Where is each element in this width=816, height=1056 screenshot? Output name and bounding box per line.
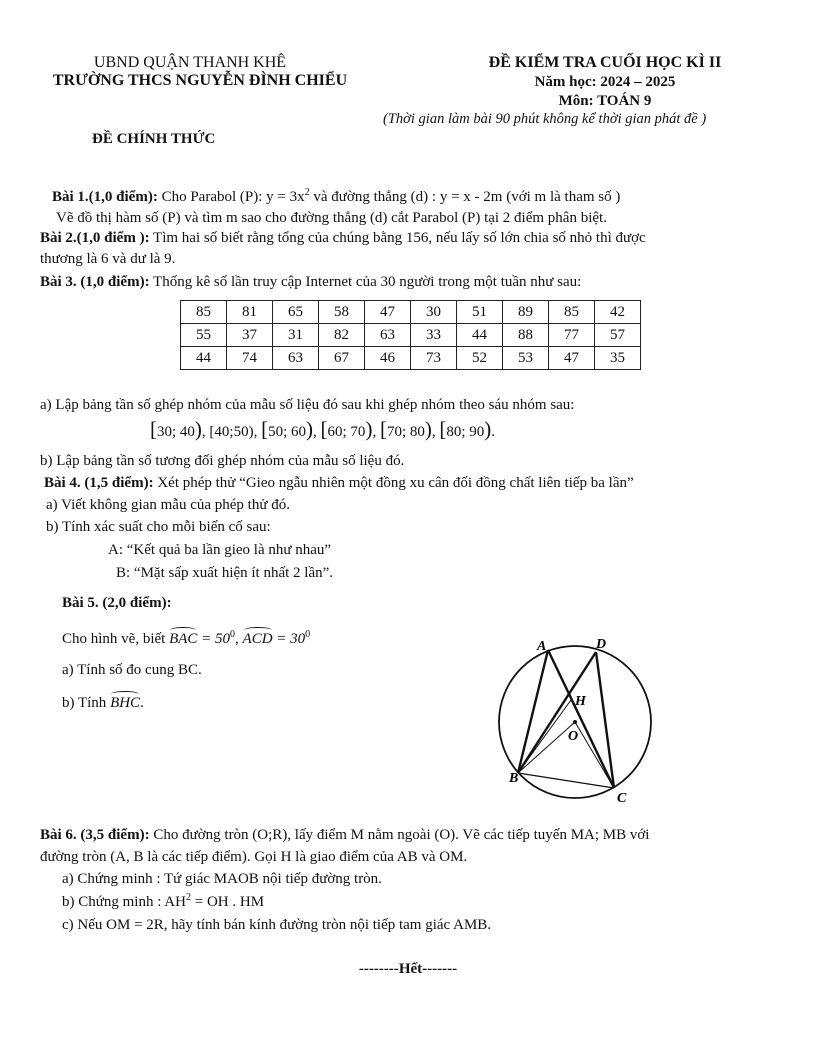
bai2-title: Bài 2.(1,0 điểm ): <box>40 230 150 246</box>
bai4-event-a: A: “Kết quả ba lần gieo là như nhau” <box>108 542 332 558</box>
exam-title: ĐỀ KIỂM TRA CUỐI HỌC KÌ II <box>488 54 722 71</box>
bai1-title: Bài 1.(1,0 điểm): <box>52 189 158 205</box>
bai6-part-a: a) Chứng minh : Tứ giác MAOB nội tiếp đường tròn. <box>62 871 382 887</box>
bai5-part-b-end: . <box>140 695 144 711</box>
district-name: UBND QUẬN THANH KHÊ <box>93 54 287 71</box>
table-cell: 74 <box>227 347 273 370</box>
bai5-given <box>62 630 310 648</box>
label-o: O <box>568 729 579 744</box>
table-cell: 52 <box>457 347 503 370</box>
table-cell: 65 <box>273 301 319 324</box>
bai5-part-a: a) Tính số đo cung BC. <box>62 662 202 678</box>
table-cell: 77 <box>549 324 595 347</box>
bai4-intro: Xét phép thử “Gieo ngẫu nhiên một đồng xu cân đối đồng chất liên tiếp ba lần” <box>153 475 634 491</box>
group-2: 40;50 <box>214 424 249 440</box>
bai4-title: Bài 4. (1,5 điểm): <box>44 475 154 491</box>
bai6-part-b <box>62 893 264 911</box>
bai3-data-table <box>180 300 641 370</box>
bai4-line1 <box>44 474 634 492</box>
angle-acd: ACD <box>242 631 273 647</box>
center-point <box>573 720 577 724</box>
bai1-line1 <box>52 188 620 206</box>
bai3-line1 <box>40 273 581 291</box>
table-cell: 82 <box>319 324 365 347</box>
bai1-text-a: Cho Parabol (P): y = 3x <box>157 189 305 205</box>
bai6-text: Cho đường tròn (O;R), lấy điểm M nằm ngoài (O). Vẽ các tiếp tuyến MA; MB với <box>149 827 650 843</box>
bai3-intro: Thống kê số lần truy cập Internet của 30 người trong một tuần như sau: <box>149 274 582 290</box>
table-cell: 47 <box>549 347 595 370</box>
table-cell: 67 <box>319 347 365 370</box>
end-marker: --------Hết------- <box>358 961 458 977</box>
official-label: ĐỀ CHÍNH THỨC <box>92 131 216 147</box>
circle-figure <box>490 630 680 810</box>
duration-note: (Thời gian làm bài 90 phút không kể thời gian phát đề ) <box>383 111 707 127</box>
group-6: 80; 90 <box>446 424 485 440</box>
school-name: TRƯỜNG THCS NGUYỄN ĐÌNH CHIỂU <box>52 72 348 89</box>
table-cell: 53 <box>503 347 549 370</box>
table-cell: 81 <box>227 301 273 324</box>
label-d: D <box>596 637 607 652</box>
bai6-exponent: 2 <box>185 892 191 903</box>
table-cell: 46 <box>365 347 411 370</box>
table-cell: 51 <box>457 301 503 324</box>
table-cell: 42 <box>595 301 641 324</box>
bai4-part-b: b) Tính xác suất cho mỗi biến cố sau: <box>46 519 271 535</box>
bai3-part-a: a) Lập bảng tần số ghép nhóm của mẫu số liệu đó sau khi ghép nhóm theo sáu nhóm sau: <box>40 397 575 413</box>
table-cell: 63 <box>273 347 319 370</box>
bai5-part-b-text: b) Tính <box>62 695 111 711</box>
bai5-title: Bài 5. (2,0 điểm): <box>62 595 172 611</box>
table-cell: 88 <box>503 324 549 347</box>
table-row <box>181 301 641 324</box>
bai3-groups: [30; 40), [40;50), [50; 60), [60; 70), [70; 80), [80; 90). <box>150 417 496 441</box>
group-3: 50; 60 <box>268 424 307 440</box>
table-cell: 73 <box>411 347 457 370</box>
bai2-text: Tìm hai số biết rằng tổng của chúng bằng 156, nếu lấy số lớn chia số nhỏ thì được <box>149 230 646 246</box>
group-1: 30; 40 <box>157 424 195 440</box>
label-h: H <box>575 694 586 709</box>
table-cell: 35 <box>595 347 641 370</box>
table-cell: 37 <box>227 324 273 347</box>
bai6-part-b-text: b) Chứng minh : AH <box>62 894 186 910</box>
bai1-line2: Vẽ đồ thị hàm số (P) và tìm m sao cho đường thẳng (d) cắt Parabol (P) tại 2 điểm phân biệt. <box>56 210 607 226</box>
label-a: A <box>537 639 547 654</box>
group-5: 70; 80 <box>386 424 425 440</box>
degree-1: 0 <box>230 629 236 640</box>
bai5-part-b <box>62 694 144 712</box>
table-cell: 44 <box>457 324 503 347</box>
bai3-title: Bài 3. (1,0 điểm): <box>40 274 150 290</box>
bai4-event-b: B: “Mặt sấp xuất hiện ít nhất 2 lần”. <box>116 565 334 581</box>
angle-bac: BAC <box>169 631 198 647</box>
bai1-exponent: 2 <box>304 187 310 198</box>
table-cell: 31 <box>273 324 319 347</box>
table-cell: 30 <box>411 301 457 324</box>
table-cell: 85 <box>181 301 227 324</box>
bai6-title: Bài 6. (3,5 điểm): <box>40 827 150 843</box>
table-cell: 58 <box>319 301 365 324</box>
table-cell: 44 <box>181 347 227 370</box>
bai2-line1 <box>40 229 646 247</box>
bai1-text-b: và đường thẳng (d) : y = x - 2m (với m là tham số ) <box>309 189 621 205</box>
table-cell: 89 <box>503 301 549 324</box>
subject: Môn: TOÁN 9 <box>558 93 652 109</box>
bai6-part-b-end: = OH . HM <box>190 894 265 910</box>
table-cell: 47 <box>365 301 411 324</box>
table-cell: 55 <box>181 324 227 347</box>
given-separator: , <box>235 631 243 647</box>
angle-bhc: BHC <box>110 695 141 711</box>
label-b: B <box>509 771 519 786</box>
bai6-line1 <box>40 826 649 844</box>
table-cell: 57 <box>595 324 641 347</box>
bai5-given-text: Cho hình vẽ, biết <box>62 631 170 647</box>
table-cell: 63 <box>365 324 411 347</box>
school-year: Năm học: 2024 – 2025 <box>534 74 676 90</box>
segment-oc <box>575 722 614 788</box>
table-cell: 85 <box>549 301 595 324</box>
degree-2: 0 <box>305 629 311 640</box>
bai4-part-a: a) Viết không gian mẫu của phép thử đó. <box>46 497 290 513</box>
segment-ab <box>518 650 548 773</box>
bai6-part-c: c) Nếu OM = 2R, hãy tính bán kính đường tròn nội tiếp tam giác AMB. <box>62 917 492 933</box>
bai3-part-b: b) Lập bảng tần số tương đối ghép nhóm của mẫu số liệu đó. <box>40 453 405 469</box>
table-cell: 33 <box>411 324 457 347</box>
table-row <box>181 347 641 370</box>
angle-bac-value: = 50 <box>197 631 231 647</box>
bai6-line2: đường tròn (A, B là các tiếp điểm). Gọi H là giao điểm của AB và OM. <box>40 849 468 865</box>
label-c: C <box>617 791 627 806</box>
table-row <box>181 324 641 347</box>
group-4: 60; 70 <box>327 424 366 440</box>
angle-acd-value: = 30 <box>272 631 306 647</box>
bai2-line2: thương là 6 và dư là 9. <box>40 251 176 267</box>
